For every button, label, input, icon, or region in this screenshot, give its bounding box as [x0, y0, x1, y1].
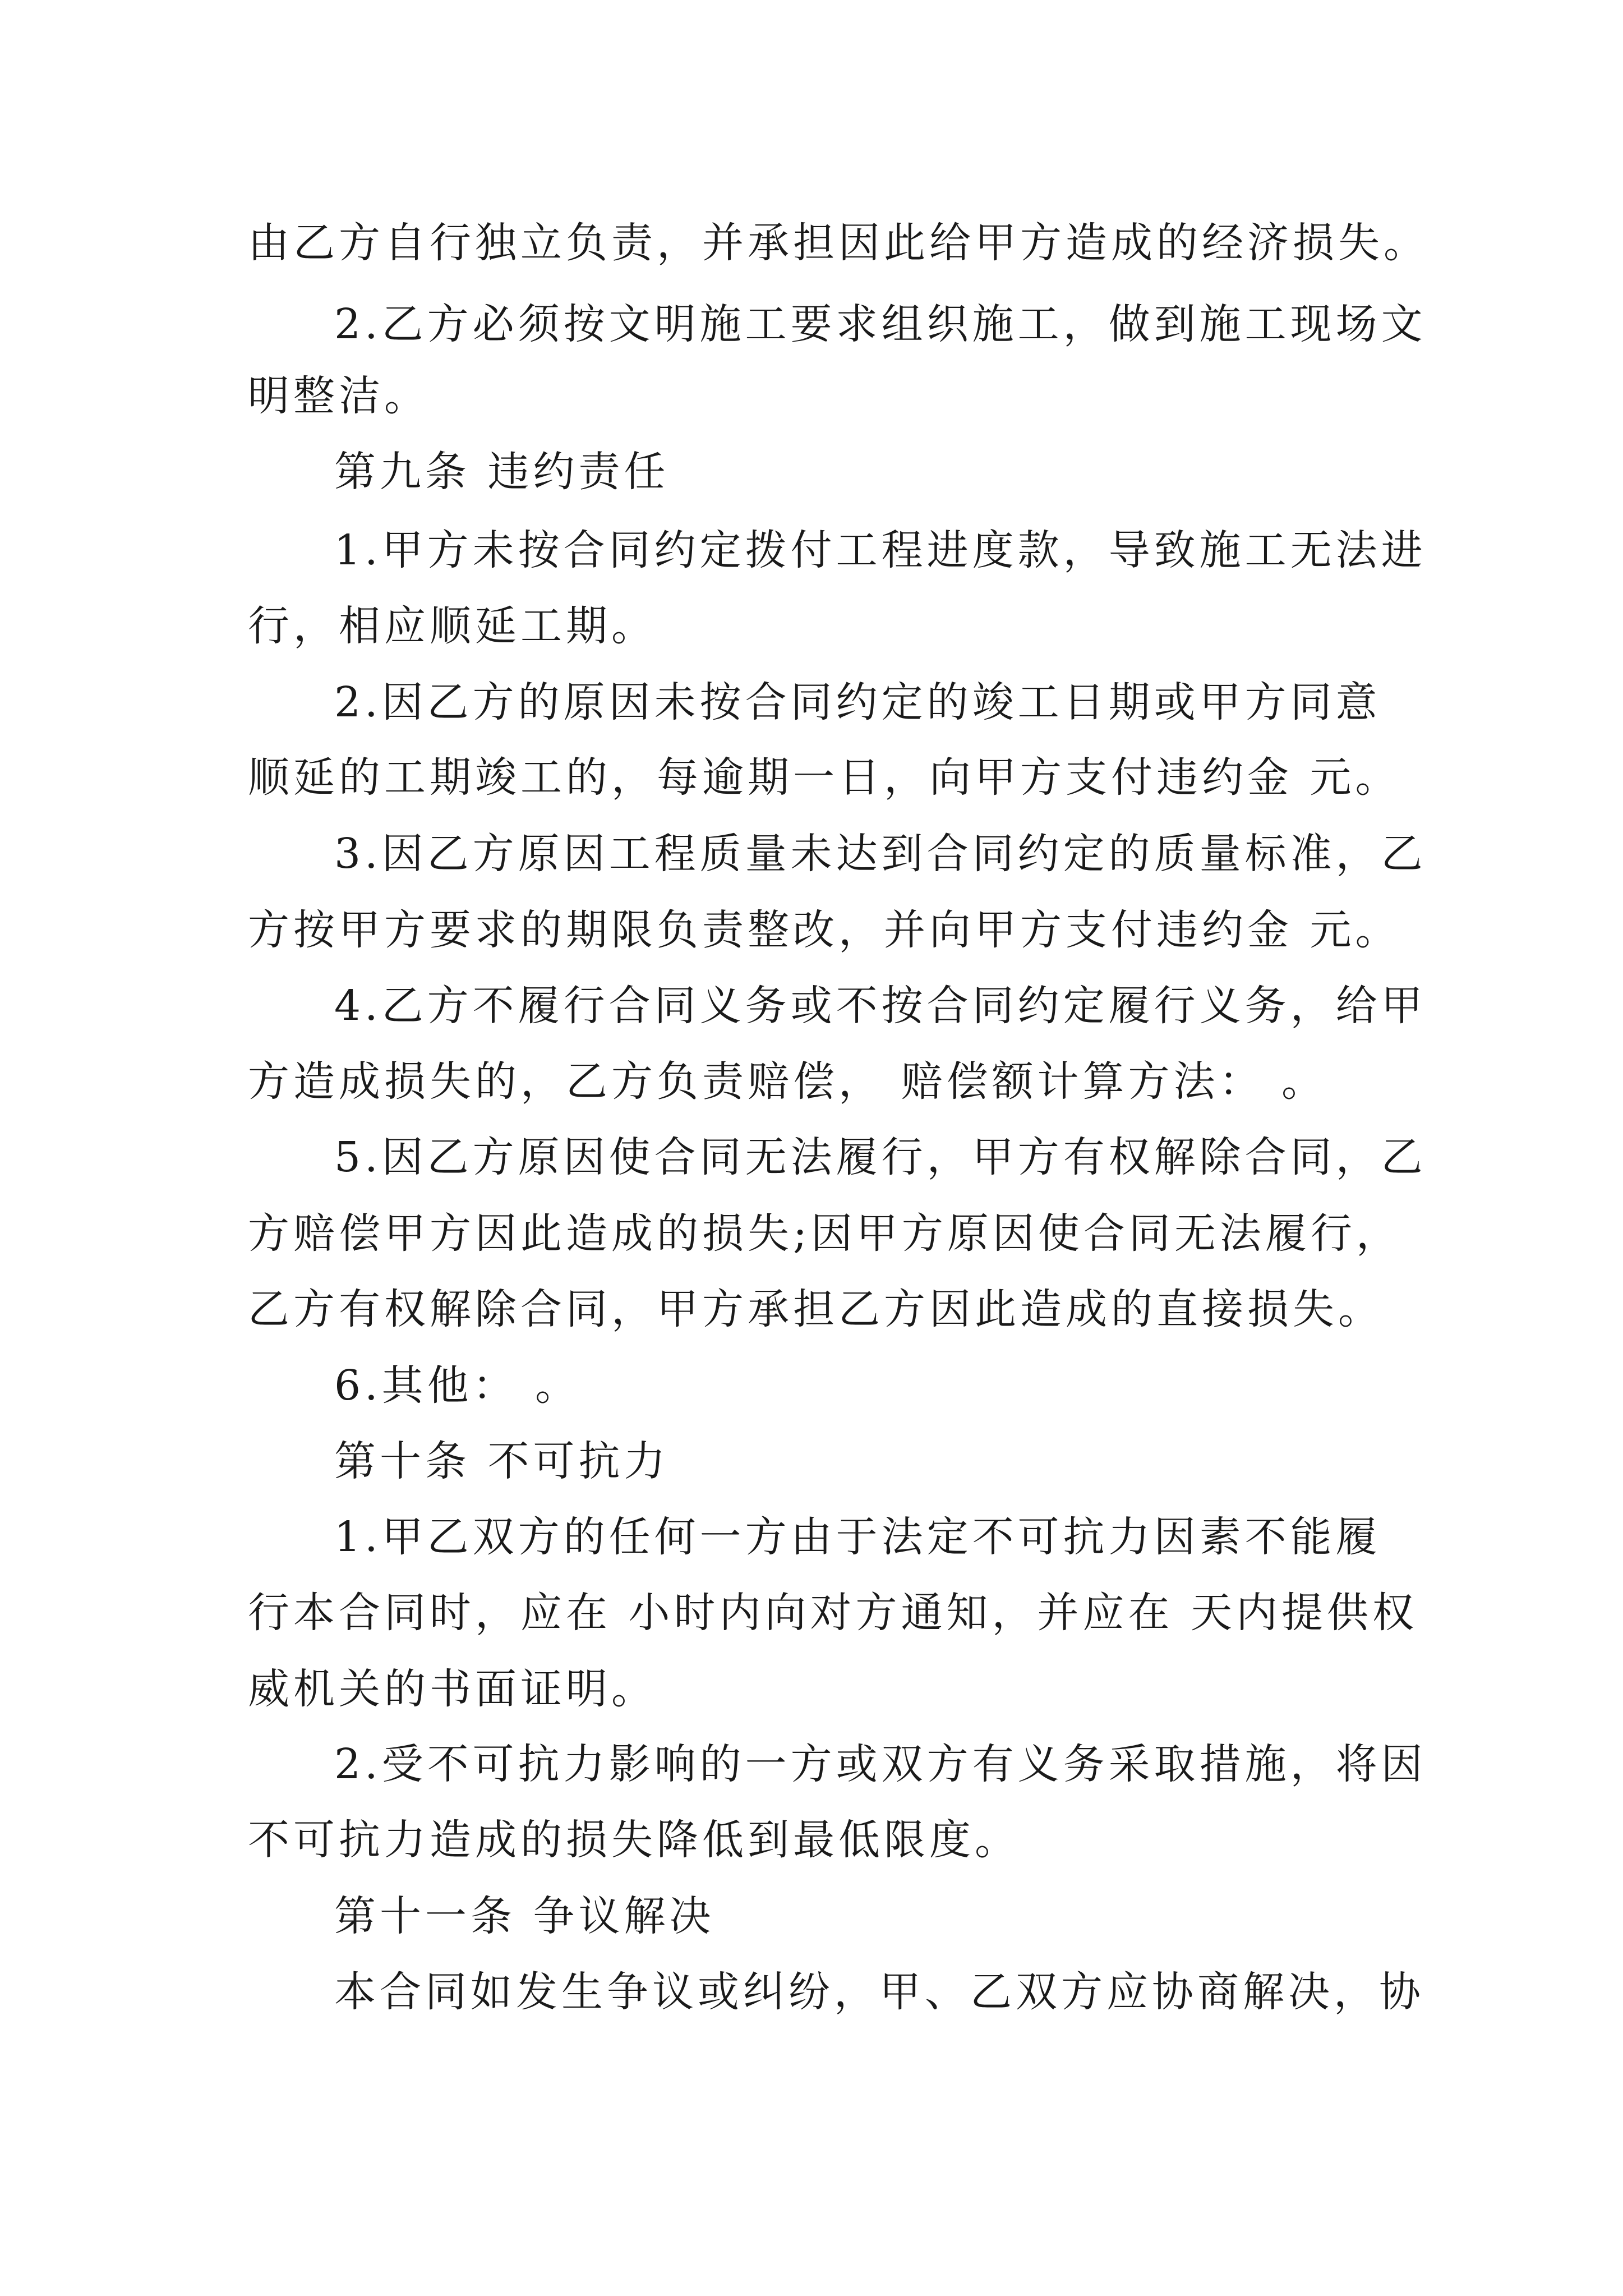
paragraph-line: 乙方有权解除合同，甲方承担乙方因此造成的直接损失。 [248, 1285, 1384, 1333]
paragraph-line: 2.因乙方的原因未按合同约定的竣工日期或甲方同意 [334, 678, 1381, 726]
paragraph-line: 威机关的书面证明。 [248, 1665, 657, 1713]
paragraph-line: 2.乙方必须按文明施工要求组织施工，做到施工现场文 [334, 300, 1427, 348]
paragraph-line: 本合同如发生争议或纠纷，甲、乙双方应协商解决，协 [334, 1968, 1424, 2016]
paragraph-line: 方赔偿甲方因此造成的损失;因甲方原因使合同无法履行， [248, 1209, 1401, 1258]
paragraph-line: 方按甲方要求的期限负责整改，并向甲方支付违约金 元。 [248, 906, 1401, 954]
section-heading: 第九条 违约责任 [334, 448, 670, 496]
paragraph-line: 不可抗力造成的损失降低到最低限度。 [248, 1816, 1020, 1864]
paragraph-line: 1.甲方未按合同约定拨付工程进度款，导致施工无法进 [334, 526, 1427, 574]
paragraph-line: 4.乙方不履行合同义务或不按合同约定履行义务，给甲 [334, 982, 1427, 1030]
paragraph-line: 6.其他： 。 [334, 1361, 581, 1410]
section-heading: 第十一条 争议解决 [334, 1892, 715, 1940]
paragraph-line: 2.受不可抗力影响的一方或双方有义务采取措施，将因 [334, 1740, 1427, 1788]
paragraph-line: 1.甲乙双方的任何一方由于法定不可抗力因素不能履 [334, 1513, 1381, 1561]
paragraph-line: 顺延的工期竣工的，每逾期一日，向甲方支付违约金 元。 [248, 753, 1401, 802]
paragraph-line: 行，相应顺延工期。 [248, 602, 657, 650]
paragraph-line: 3.因乙方原因工程质量未达到合同约定的质量标准，乙 [334, 830, 1427, 878]
paragraph-line: 5.因乙方原因使合同无法履行，甲方有权解除合同，乙 [334, 1133, 1427, 1181]
paragraph-line: 方造成损失的，乙方负责赔偿， 赔偿额计算方法： 。 [248, 1057, 1327, 1106]
paragraph-line: 由乙方自行独立负责，并承担因此给甲方造成的经济损失。 [248, 219, 1429, 267]
paragraph-line: 行本合同时，应在 小时内向对方通知，并应在 天内提供权 [248, 1589, 1418, 1637]
paragraph-line: 明整洁。 [248, 372, 430, 420]
section-heading: 第十条 不可抗力 [334, 1437, 670, 1485]
